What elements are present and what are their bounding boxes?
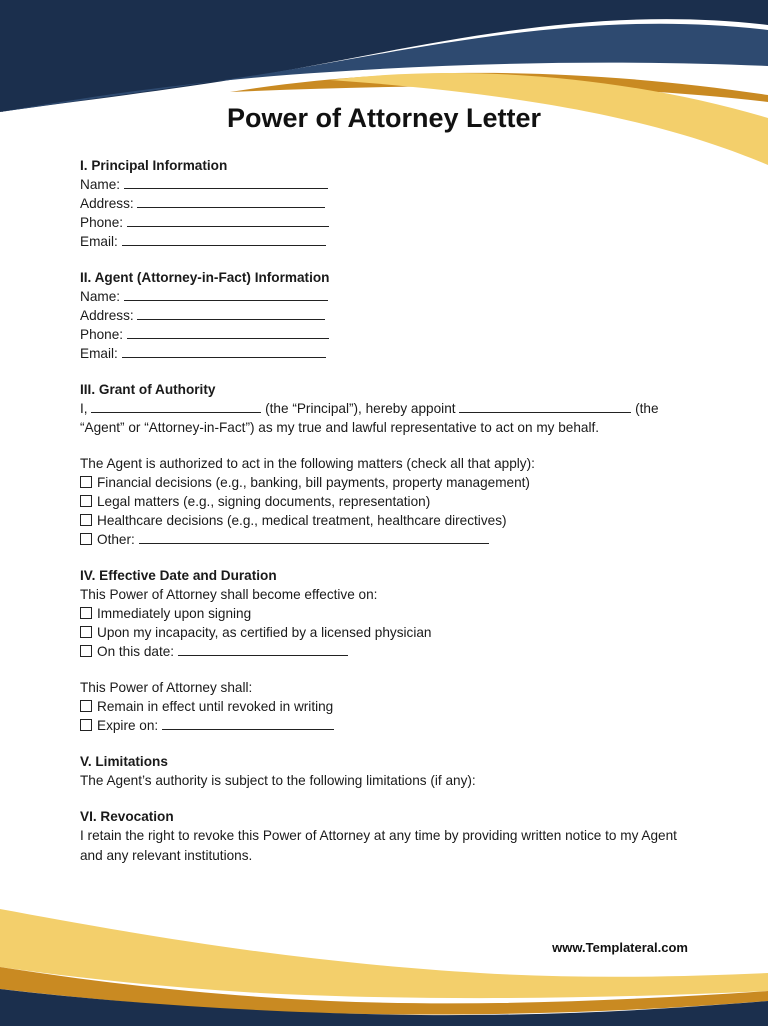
agent-phone-label: Phone:	[80, 327, 124, 342]
agent-name-label: Name:	[80, 289, 121, 304]
agent-address-field[interactable]	[137, 306, 325, 320]
grant-heading: III. Grant of Authority	[80, 382, 216, 397]
other-checkbox[interactable]	[80, 533, 92, 545]
agent-address-label: Address:	[80, 308, 134, 323]
financial-label: Financial decisions (e.g., banking, bill payments, property management)	[97, 475, 530, 490]
immediately-label: Immediately upon signing	[97, 606, 252, 621]
expire-label: Expire on:	[97, 718, 159, 733]
immediately-checkbox[interactable]	[80, 607, 92, 619]
agent-heading: II. Agent (Attorney-in-Fact) Information	[80, 270, 330, 285]
other-label: Other:	[97, 532, 135, 547]
principal-phone-label: Phone:	[80, 215, 124, 230]
principal-address-label: Address:	[80, 196, 134, 211]
expire-field[interactable]	[162, 716, 334, 730]
top-wave-decoration	[0, 0, 768, 170]
agent-name-field[interactable]	[124, 287, 328, 301]
effective-intro: This Power of Attorney shall become effective on:	[80, 587, 378, 602]
grant-line2: “Agent” or “Attorney-in-Fact”) as my true and lawful representative to act on my behalf.	[80, 420, 600, 435]
grant-principal-text: (the “Principal”), hereby appoint	[265, 401, 456, 416]
legal-label: Legal matters (e.g., signing documents, representation)	[97, 494, 431, 509]
grant-section	[80, 380, 700, 549]
remain-label: Remain in effect until revoked in writing	[97, 699, 334, 714]
remain-checkbox[interactable]	[80, 700, 92, 712]
revocation-text: I retain the right to revoke this Power of Attorney at any time by providing written notice to my Agent and any relevant institutions.	[80, 828, 677, 863]
on-date-field[interactable]	[178, 642, 348, 656]
incapacity-label: Upon my incapacity, as certified by a licensed physician	[97, 625, 432, 640]
grant-matters-intro: The Agent is authorized to act in the following matters (check all that apply):	[80, 456, 535, 471]
footer-website: www.Templateral.com	[552, 940, 688, 955]
bottom-wave-decoration	[0, 901, 768, 1026]
effective-section	[80, 566, 700, 735]
effective-heading: IV. Effective Date and Duration	[80, 568, 277, 583]
on-date-checkbox[interactable]	[80, 645, 92, 657]
agent-section	[80, 268, 700, 363]
revocation-section	[80, 807, 700, 866]
healthcare-checkbox[interactable]	[80, 514, 92, 526]
page-title: Power of Attorney Letter	[226, 103, 542, 133]
principal-phone-field[interactable]	[127, 213, 329, 227]
incapacity-checkbox[interactable]	[80, 626, 92, 638]
limitations-heading: V. Limitations	[80, 754, 168, 769]
grant-the-text: (the	[635, 401, 659, 416]
agent-phone-field[interactable]	[127, 325, 329, 339]
principal-name-label: Name:	[80, 177, 121, 192]
financial-checkbox[interactable]	[80, 476, 92, 488]
principal-email-field[interactable]	[122, 232, 326, 246]
on-date-label: On this date:	[97, 644, 175, 659]
principal-heading: I. Principal Information	[80, 158, 228, 173]
expire-checkbox[interactable]	[80, 719, 92, 731]
legal-checkbox[interactable]	[80, 495, 92, 507]
principal-email-label: Email:	[80, 234, 118, 249]
agent-email-field[interactable]	[122, 344, 326, 358]
agent-email-label: Email:	[80, 346, 118, 361]
grant-i-prefix: I,	[80, 401, 88, 416]
form-content	[80, 156, 700, 883]
limitations-section	[80, 752, 700, 790]
grant-agent-name-field[interactable]	[459, 399, 631, 413]
grant-principal-name-field[interactable]	[91, 399, 261, 413]
healthcare-label: Healthcare decisions (e.g., medical treatment, healthcare directives)	[97, 513, 507, 528]
principal-address-field[interactable]	[137, 194, 325, 208]
limitations-text: The Agent’s authority is subject to the following limitations (if any):	[80, 773, 476, 788]
other-field[interactable]	[139, 530, 489, 544]
principal-section	[80, 156, 700, 251]
principal-name-field[interactable]	[124, 175, 328, 189]
shall-intro: This Power of Attorney shall:	[80, 680, 253, 695]
revocation-heading: VI. Revocation	[80, 809, 174, 824]
